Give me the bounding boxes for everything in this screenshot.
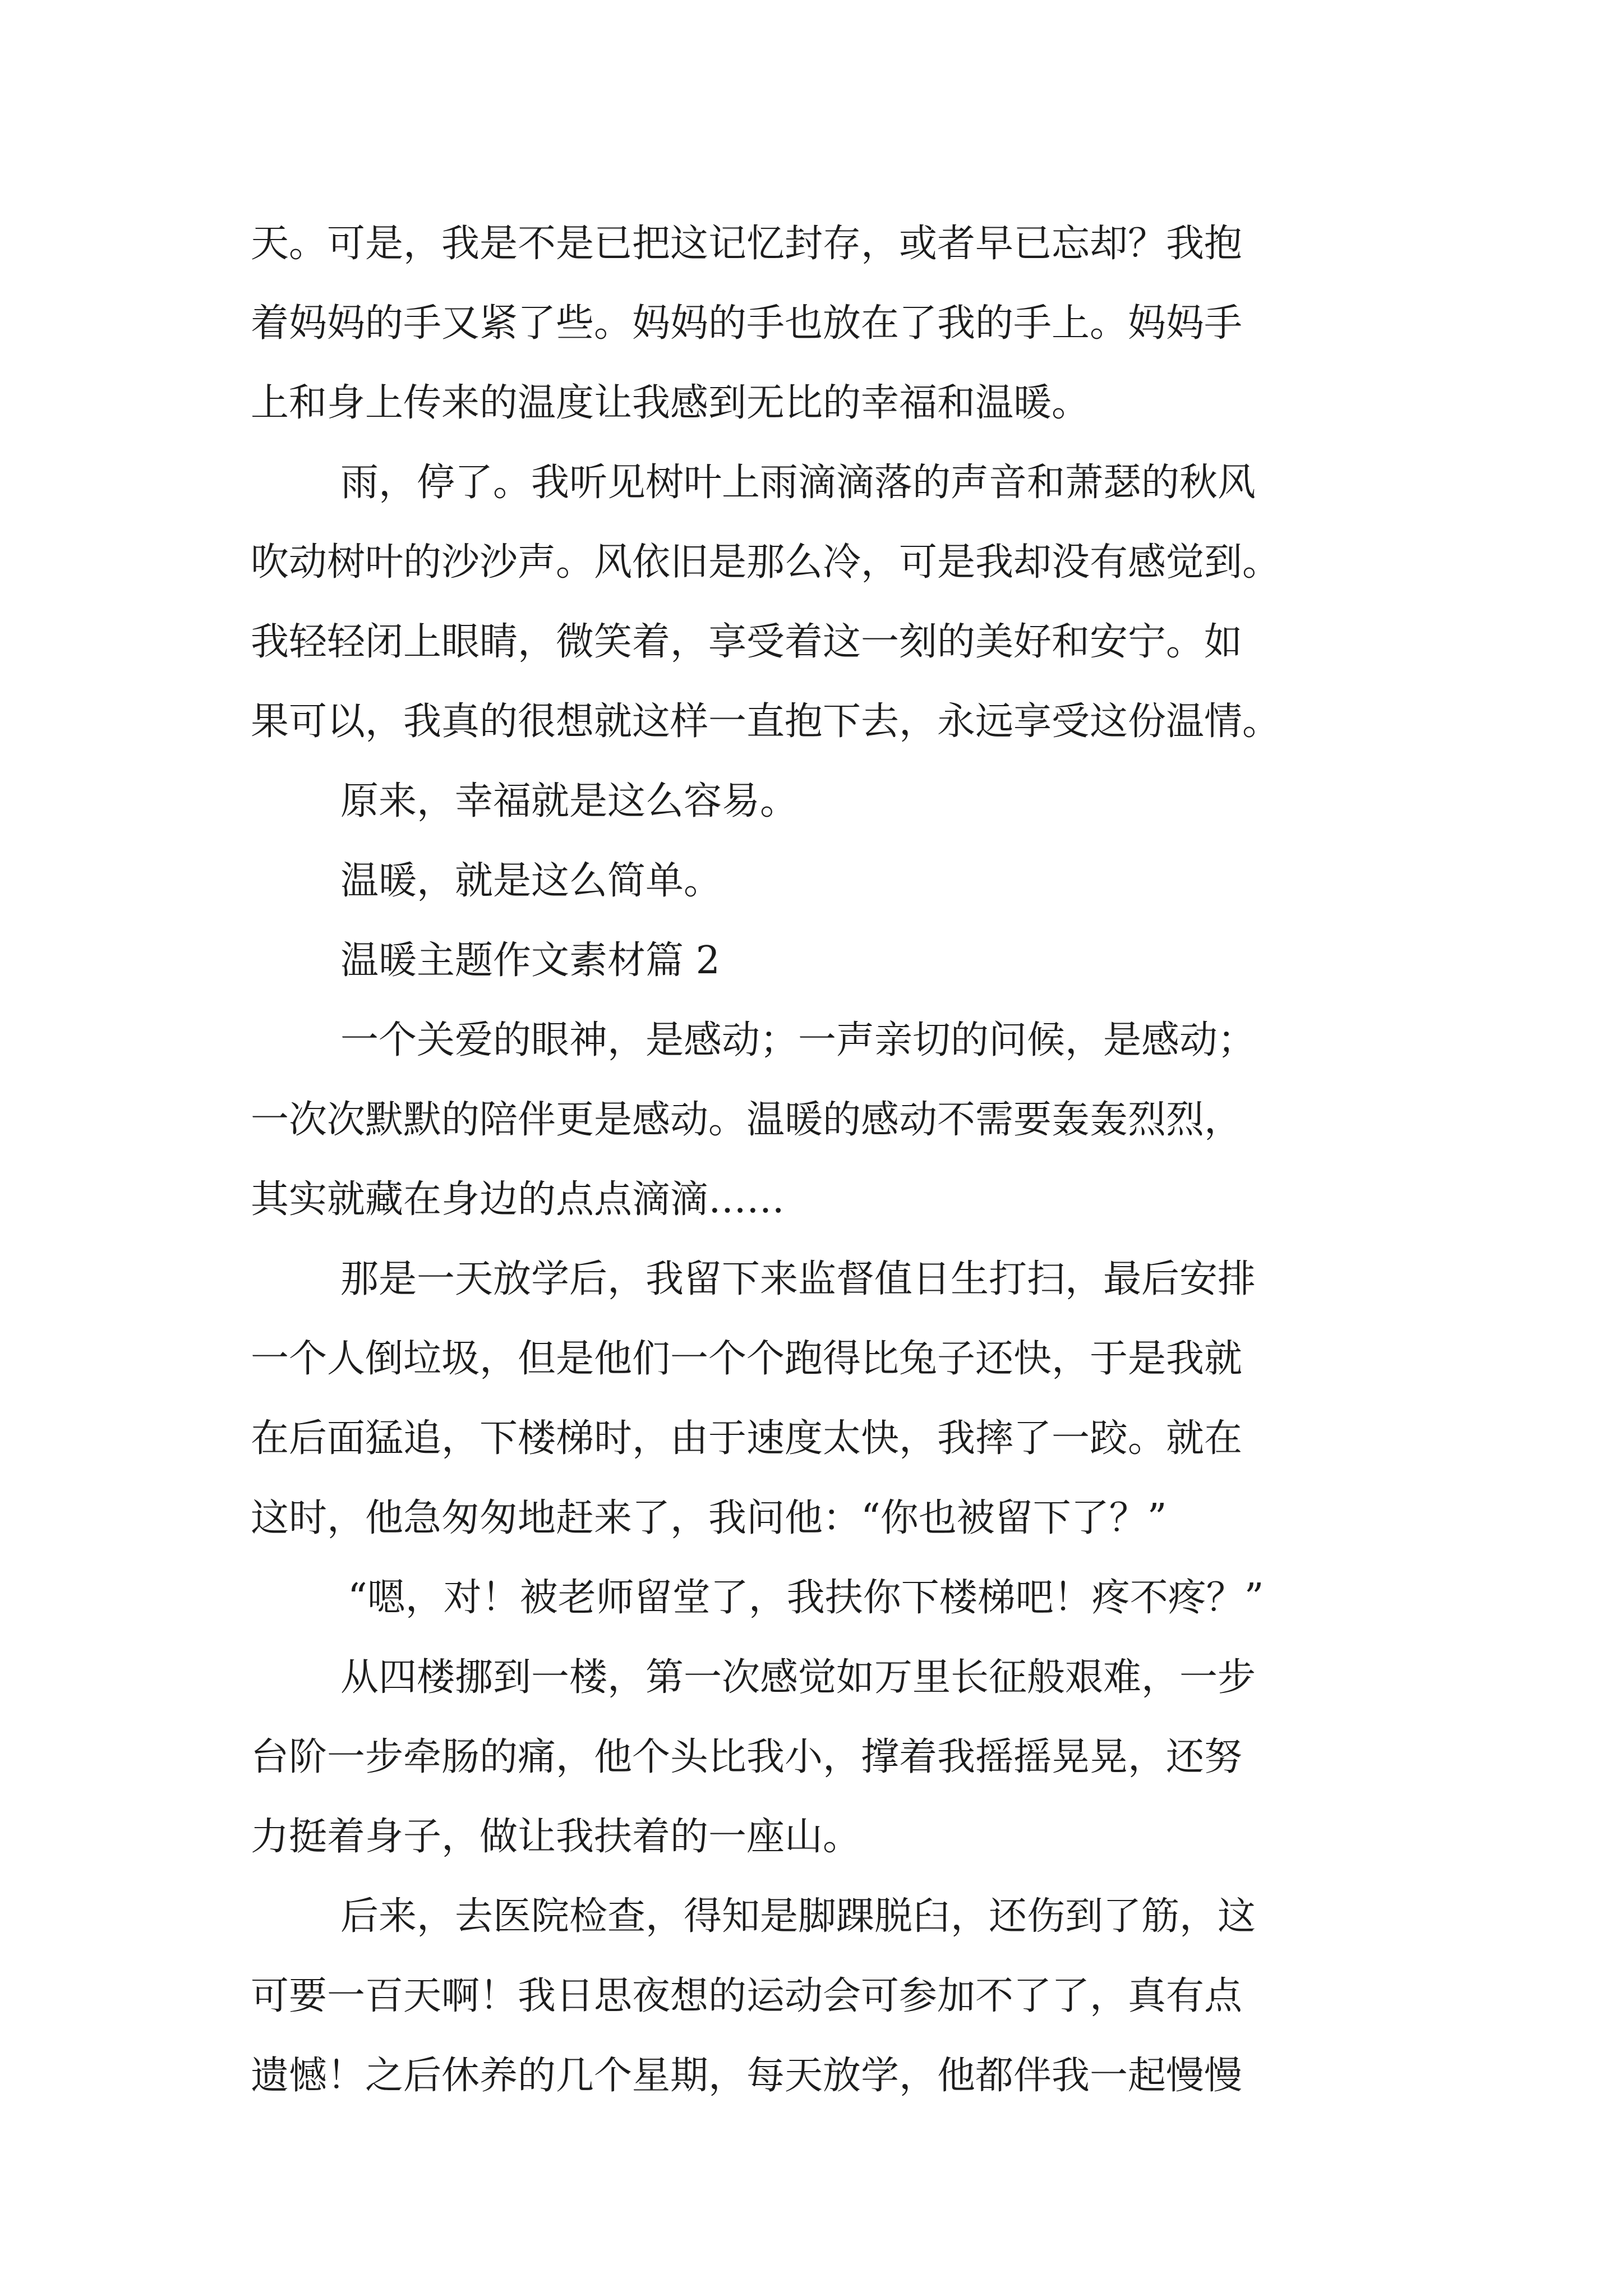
text-line: 后来，去医院检查，得知是脚踝脱臼，还伤到了筋，这 <box>340 1894 1256 1939</box>
text-line: 其实就藏在身边的点点滴滴…… <box>251 1177 785 1222</box>
text-line: 天。可是，我是不是已把这记忆封存，或者早已忘却？我抱 <box>251 222 1243 266</box>
text-line: “嗯，对！被老师留堂了，我扶你下楼梯吧！疼不疼？” <box>348 1576 1264 1620</box>
text-line: 吹动树叶的沙沙声。风依旧是那么冷，可是我却没有感觉到。 <box>251 540 1281 585</box>
text-line: 一个人倒垃圾，但是他们一个个跑得比兔子还快，于是我就 <box>251 1337 1243 1381</box>
text-line: 我轻轻闭上眼睛，微笑着，享受着这一刻的美好和安宁。如 <box>251 620 1243 664</box>
text-line: 在后面猛追，下楼梯时，由于速度太快，我摔了一跤。就在 <box>251 1416 1243 1461</box>
text-line: 果可以，我真的很想就这样一直抱下去，永远享受这份温情。 <box>251 700 1281 744</box>
text-line: 着妈妈的手又紧了些。妈妈的手也放在了我的手上。妈妈手 <box>251 301 1243 346</box>
text-line: 遗憾！之后休养的几个星期，每天放学，他都伴我一起慢慢 <box>251 2054 1243 2098</box>
text-line: 那是一天放学后，我留下来监督值日生打扫，最后安排 <box>340 1257 1256 1301</box>
text-line: 台阶一步牵肠的痛，他个头比我小，撑着我摇摇晃晃，还努 <box>251 1735 1243 1779</box>
text-line: 一个关爱的眼神，是感动；一声亲切的问候，是感动； <box>340 1018 1256 1062</box>
text-line: 可要一百天啊！我日思夜想的运动会可参加不了了，真有点 <box>251 1974 1243 2018</box>
text-line: 力挺着身子，做让我扶着的一座山。 <box>251 1815 861 1859</box>
text-line: 这时，他急匆匆地赶来了，我问他：“你也被留下了？” <box>251 1496 1167 1540</box>
text-line: 雨，停了。我听见树叶上雨滴滴落的声音和萧瑟的秋风 <box>340 461 1256 505</box>
text-line: 原来，幸福就是这么容易。 <box>340 779 799 823</box>
text-line: 一次次默默的陪伴更是感动。温暖的感动不需要轰轰烈烈， <box>251 1098 1243 1142</box>
text-line: 温暖，就是这么简单。 <box>340 859 722 903</box>
text-line: 上和身上传来的温度让我感到无比的幸福和温暖。 <box>251 381 1090 425</box>
section-heading: 温暖主题作文素材篇 2 <box>340 938 720 983</box>
text-line: 从四楼挪到一楼，第一次感觉如万里长征般艰难，一步 <box>340 1655 1256 1700</box>
